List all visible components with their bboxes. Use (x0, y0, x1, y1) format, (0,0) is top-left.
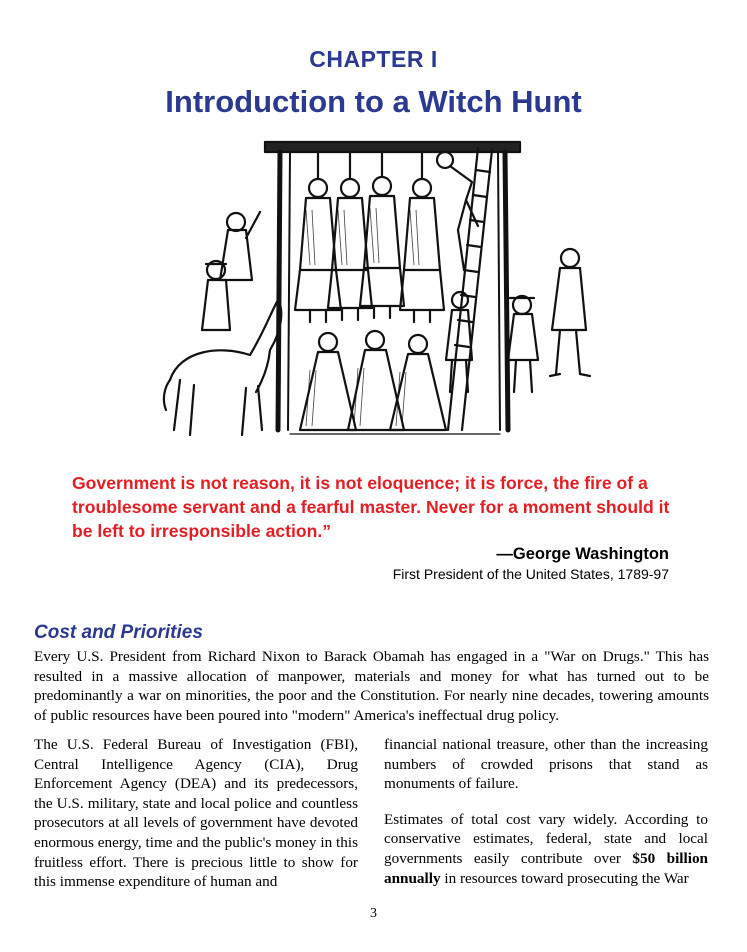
chapter-label: CHAPTER I (309, 46, 438, 72)
chapter-title: Introduction to a Witch Hunt (165, 84, 582, 119)
paragraph-text-start: Estimates of total cost vary widely. According to conservative estimates, federal, state and local governments easily contribute over (384, 810, 708, 867)
paragraph-text-end: in resources toward prosecuting the War (440, 869, 689, 887)
quote-text: Government is not reason, it is not eloquence; it is force, the fire of a troublesome servant and a fearful master. Never for a moment should it be left to irresponsible action.” (72, 473, 670, 541)
right-column-paragraph-2 (384, 810, 708, 888)
page-number: 3 (370, 906, 377, 921)
left-column (34, 735, 358, 892)
right-column (384, 735, 708, 888)
intro-paragraph: Every U.S. President from Richard Nixon to Barack Obamah has engaged in a "War on Drugs." This has resulted in a massive allocation of manpower, materials and money for what has turned out to be predominantly a war on minorities, the poor and the Constitution. For nearly nine decades, towering amounts of public resources have been poured into "modern" America's ineffectual drug policy. (34, 648, 709, 724)
quote-author-role: First President of the United States, 1789-97 (392, 566, 669, 582)
section-heading: Cost and Priorities (34, 622, 203, 643)
quote-author: —George Washington (496, 545, 669, 563)
left-column-paragraph: The U.S. Federal Bureau of Investigation (FBI), Central Intelligence Agency (CIA), Drug Enforcement Agency (DEA) and its predecessors, the U.S. military, state and local police and countless prosecutors at all levels of government have devoted enormous energy, time and the public's money in this fruitless effort. There is precious little to show for this immense expenditure of human and (34, 736, 358, 891)
gallows-hanging-woodcut-icon (160, 130, 600, 460)
right-column-paragraph-1: financial national treasure, other than the increasing numbers of crowded prisons that stand as monuments of failure. (384, 736, 708, 793)
cost-highlight: $50 billion annually (384, 849, 709, 887)
